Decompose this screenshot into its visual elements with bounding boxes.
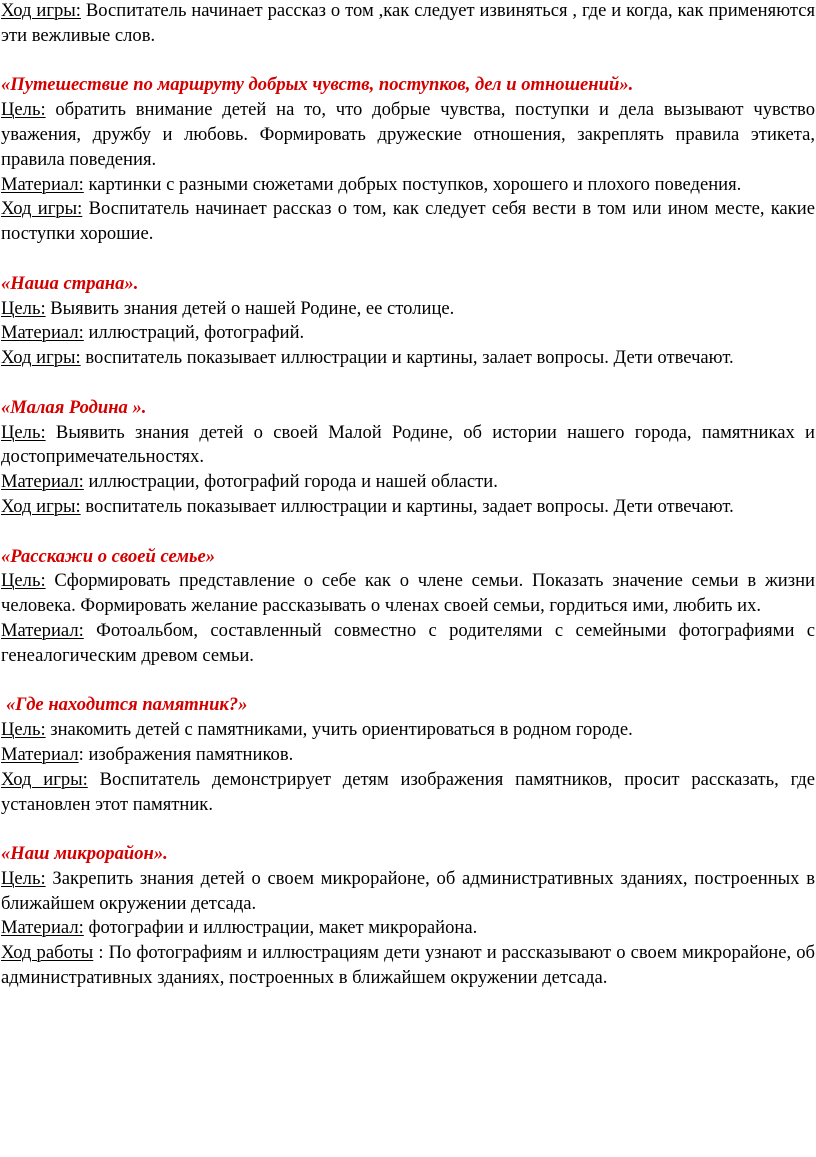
intro-text: Воспитатель начинает рассказ о том ,как следует извиняться , где и когда, как применяются эти вежливые слов. <box>1 0 815 46</box>
intro-paragraph <box>1 0 815 49</box>
row-label: Цель: <box>1 99 46 121</box>
row-label: Цель: <box>1 421 46 443</box>
section-row-goal <box>1 98 815 172</box>
section-row-goal <box>1 569 815 619</box>
section-title-our-country: «Наша страна». <box>1 272 139 294</box>
row-text: знакомить детей с памятниками, учить ориентироваться в родном городе. <box>45 719 633 741</box>
row-text: иллюстраций, фотографий. <box>83 322 305 344</box>
row-text: Воспитатель начинает рассказ о том, как следует себя вести в том или ином месте, какие поступки хорошие. <box>1 198 815 245</box>
row-label: Ход игры: <box>1 347 81 369</box>
section-row-goal <box>1 718 815 743</box>
row-text: воспитатель показывает иллюстрации и картины, задает вопросы. Дети отвечают. <box>80 495 734 517</box>
row-text: : По фотографиям и иллюстрациям дети узнают и рассказывают о своем микрорайоне, об административных зданиях, построенных в ближайшем окружении детсада. <box>1 942 816 989</box>
row-text: воспитатель показывает иллюстрации и картины, залает вопросы. Дети отвечают. <box>80 347 734 369</box>
section-row-material <box>1 619 815 669</box>
section-row-work-course <box>1 941 815 991</box>
row-text: Выявить знания детей о нашей Родине, ее столице. <box>45 297 455 319</box>
section-row-game-course <box>1 495 815 520</box>
section-row-material <box>1 916 815 941</box>
section-row-game-course <box>1 768 815 818</box>
section-row-material <box>1 470 815 495</box>
row-label: Ход игры: <box>1 768 88 790</box>
intro-label: Ход игры: <box>1 0 81 21</box>
row-label: Цель: <box>1 719 46 741</box>
section-row-game-course <box>1 197 815 247</box>
row-label: Материал: <box>1 322 84 344</box>
row-text: фотографии и иллюстрации, макет микрорайона. <box>83 917 478 939</box>
row-label: Материал <box>1 743 79 765</box>
section-row-material <box>1 743 815 768</box>
row-label: Материал: <box>1 619 84 641</box>
row-text: : изображения памятников. <box>78 743 294 765</box>
section-title-where-is-monument: «Где находится памятник?» <box>6 694 248 716</box>
section-row-game-course <box>1 346 815 371</box>
row-text: обратить внимание детей на то, что добрые чувства, поступки и дела вызывают чувство уважения, дружбу и любовь. Формировать дружеские отношения, закреплять правила этикета, правила поведения. <box>1 99 815 170</box>
section-row-goal <box>1 297 815 322</box>
row-label: Цель: <box>1 297 46 319</box>
section-title-tell-about-family: «Расскажи о своей семье» <box>1 545 216 567</box>
row-text: Фотоальбом, составленный совместно с родителями с семейными фотографиями с генеалогическим древом семьи. <box>1 619 815 666</box>
section-title-our-microdistrict: «Наш микрорайон». <box>1 843 168 865</box>
row-label: Ход работы <box>1 942 94 964</box>
row-text: Воспитатель демонстрирует детям изображения памятников, просит рассказать, где установлен этот памятник. <box>1 768 815 815</box>
row-label: Материал: <box>1 173 84 195</box>
section-row-material <box>1 321 815 346</box>
row-text: Закрепить знания детей о своем микрорайоне, об административных зданиях, построенных в ближайшем окружении детсада. <box>1 867 815 914</box>
row-label: Цель: <box>1 570 46 592</box>
row-label: Материал: <box>1 471 84 493</box>
section-title-kind-feelings: «Путешествие по маршруту добрых чувств, поступков, дел и отношений». <box>1 74 634 96</box>
section-row-material <box>1 173 815 198</box>
section-title-small-homeland: «Малая Родина ». <box>1 396 147 418</box>
row-label: Ход игры: <box>1 495 81 517</box>
row-text: иллюстрации, фотографий города и нашей области. <box>83 471 498 493</box>
row-text: картинки с разными сюжетами добрых поступков, хорошего и плохого поведения. <box>83 173 742 195</box>
section-row-goal <box>1 421 815 471</box>
row-text: Сформировать представление о себе как о члене семьи. Показать значение семьи в жизни человека. Формировать желание рассказывать о членах своей семьи, гордиться ими, любить их. <box>1 570 815 617</box>
row-label: Материал: <box>1 917 84 939</box>
section-row-goal <box>1 867 815 917</box>
row-label: Ход игры: <box>1 198 83 220</box>
row-text: Выявить знания детей о своей Малой Родине, об истории нашего города, памятниках и достопримечательностях. <box>1 421 815 468</box>
row-label: Цель: <box>1 867 46 889</box>
